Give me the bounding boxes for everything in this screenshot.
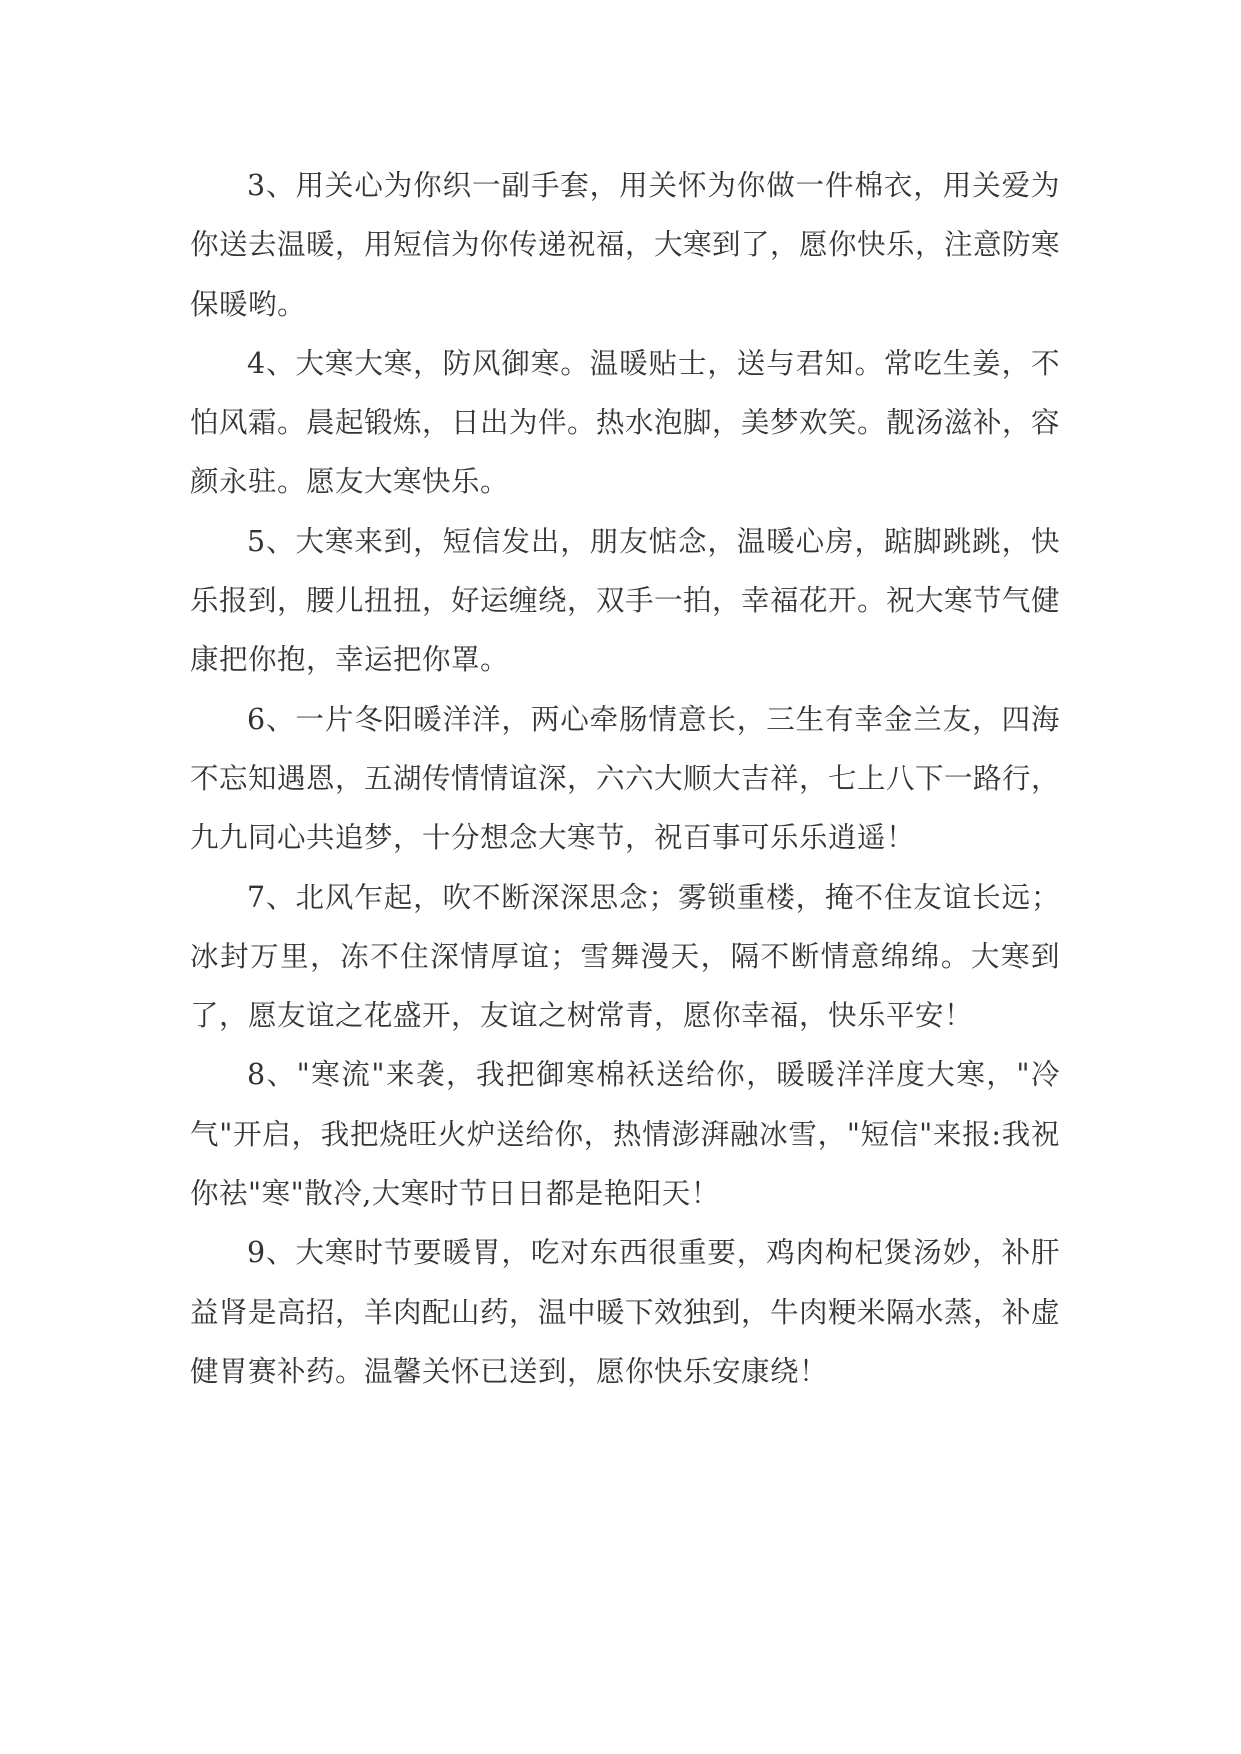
paragraph-9: 9、大寒时节要暖胃，吃对东西很重要，鸡肉枸杞煲汤妙，补肝益肾是高招，羊肉配山药，温中暖下效独到，牛肉粳米隔水蒸，补虚健胃赛补药。温馨关怀已送到，愿你快乐安康绕！ — [190, 1236, 1061, 1388]
paragraph-7: 7、北风乍起，吹不断深深思念；雾锁重楼，掩不住友谊长远；冰封万里，冻不住深情厚谊；雪舞漫天，隔不断情意绵绵。大寒到了，愿友谊之花盛开，友谊之树常青，愿你幸福，快乐平安！ — [190, 880, 1060, 1033]
paragraph-5: 5、大寒来到，短信发出，朋友惦念，温暖心房，踮脚跳跳，快乐报到，腰儿扭扭，好运缠绕，双手一拍，幸福花开。祝大寒节气健康把你抱，幸运把你罩。 — [190, 524, 1061, 677]
paragraph-3: 3、用关心为你织一副手套，用关怀为你做一件棉衣，用关爱为你送去温暖，用短信为你传递祝福，大寒到了，愿你快乐，注意防寒保暖哟。 — [190, 169, 1061, 321]
document-body — [190, 156, 1060, 1401]
paragraph-4: 4、大寒大寒，防风御寒。温暖贴士，送与君知。常吃生姜，不怕风霜。晨起锻炼，日出为伴。热水泡脚，美梦欢笑。靓汤滋补，容颜永驻。愿友大寒快乐。 — [190, 346, 1061, 499]
paragraph-6: 6、一片冬阳暖洋洋，两心牵肠情意长，三生有幸金兰友，四海不忘知遇恩，五湖传情情谊深，六六大顺大吉祥，七上八下一路行，九九同心共追梦，十分想念大寒节，祝百事可乐乐逍遥！ — [190, 702, 1061, 855]
paragraph-8: 8、"寒流"来袭，我把御寒棉袄送给你，暖暖洋洋度大寒，"冷气"开启，我把烧旺火炉送给你，热情澎湃融冰雪，"短信"来报:我祝你祛"寒"散冷,大寒时节日日都是艳阳天！ — [190, 1058, 1060, 1211]
